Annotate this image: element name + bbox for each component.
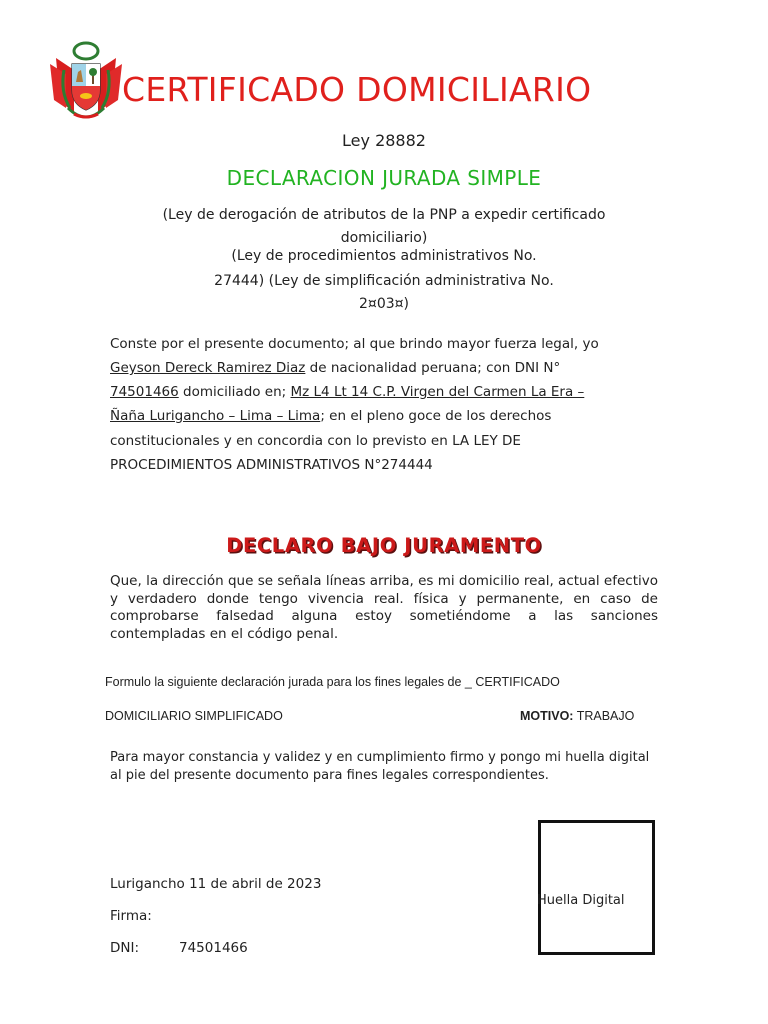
place-date: Lurigancho 11 de abril de 2023 — [110, 876, 322, 892]
legal-reference-line: (Ley de derogación de atributos de la PNP a expedir certificado — [162, 207, 606, 223]
declaration-line: PROCEDIMIENTOS ADMINISTRATIVOS N°274444 — [110, 457, 433, 473]
document-subtitle: DECLARACION JURADA SIMPLE — [226, 166, 542, 190]
address-part2: Ñaña Lurigancho – Lima – Lima — [110, 408, 321, 424]
motivo-label: MOTIVO: — [520, 709, 574, 723]
legal-reference-line: 27444) (Ley de simplificación administrativa No. — [214, 273, 554, 289]
motivo-field — [520, 709, 634, 723]
declaration-line: Conste por el presente documento; al que brindo mayor fuerza legal, yo — [110, 336, 599, 352]
declaration-text: de nacionalidad peruana; con DNI N° — [305, 360, 561, 376]
declarant-name: Geyson Dereck Ramirez Diaz — [110, 360, 306, 376]
formulo-line: DOMICILIARIO SIMPLIFICADO — [105, 709, 283, 723]
declaration-line: constitucionales y en concordia con lo previsto en LA LEY DE — [110, 433, 521, 449]
peru-coat-of-arms-icon — [48, 40, 124, 126]
dni-label: DNI: — [110, 940, 140, 956]
constancia-paragraph: Para mayor constancia y validez y en cumplimiento firmo y pongo mi huella digital al pie del presente documento para fines legales correspondientes. — [110, 750, 650, 783]
sworn-heading: DECLARO BAJO JURAMENTO — [226, 534, 542, 557]
document-title: CERTIFICADO DOMICILIARIO — [122, 70, 592, 109]
formulo-line: Formulo la siguiente declaración jurada para los fines legales de _ CERTIFICADO — [105, 675, 560, 689]
law-number: Ley 28882 — [342, 131, 426, 150]
declaration-line — [110, 384, 584, 400]
declaration-line — [110, 360, 560, 376]
declaration-text: ; en el pleno goce de los derechos — [320, 408, 552, 424]
sworn-paragraph: Que, la dirección que se señala líneas arriba, es mi domicilio real, actual efectivo y verdadero donde tengo vivencia real. física y permanente, en caso de comprobarse falsedad alguna estoy sometiéndome a las sanciones contempladas en el código penal. — [110, 573, 658, 642]
legal-reference-line: domiciliario) — [340, 230, 428, 246]
legal-reference-line: (Ley de procedimientos administrativos No. — [231, 248, 537, 264]
fingerprint-label: Huella Digital — [537, 893, 625, 908]
motivo-value: TRABAJO — [573, 709, 635, 723]
declarant-dni: 74501466 — [110, 384, 179, 400]
declaration-text: domiciliado en; — [178, 384, 291, 400]
declaration-line — [110, 408, 551, 424]
signature-label: Firma: — [110, 908, 152, 924]
legal-reference-line: 2¤03¤) — [359, 296, 409, 312]
fingerprint-box — [538, 820, 655, 955]
address-part1: Mz L4 Lt 14 C.P. Virgen del Carmen La Era – — [290, 384, 585, 400]
dni-value: 74501466 — [179, 940, 248, 956]
